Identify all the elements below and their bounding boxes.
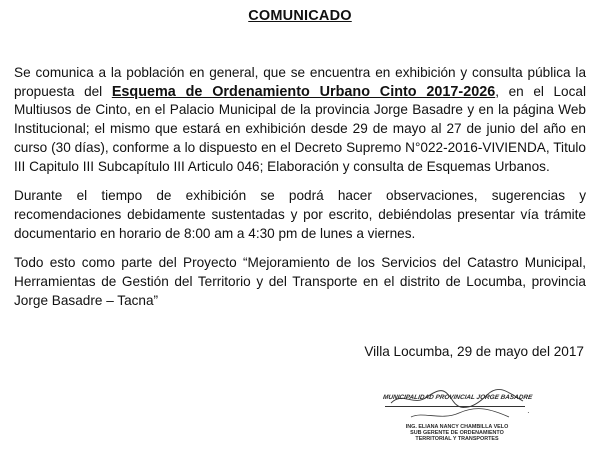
stamp-institution: MUNICIPALIDAD PROVINCIAL JORGE BASADRE bbox=[382, 394, 533, 401]
paragraph-observations: Durante el tiempo de exhibición se podrá hacer observaciones, sugerencias y recomendaciones debidamente sustentadas y por escrito, debiéndolas presentar vía trámite documentario en horario de 8:00 am a 4:30 pm de lunes a viernes. bbox=[14, 188, 586, 241]
signer-role-line2: TERRITORIAL Y TRANSPORTES bbox=[415, 436, 499, 443]
announcement-intro: Se comunica a la población en general, que se encuentra en exhibición y consulta pública la propuesta del bbox=[14, 65, 586, 99]
place-and-date: Villa Locumba, 29 de mayo del 2017 bbox=[364, 344, 584, 359]
stamp-signer bbox=[387, 424, 527, 443]
signature-stamp bbox=[383, 387, 533, 449]
signer-name: ING. ELIANA NANCY CHAMBILLA VELO bbox=[405, 424, 509, 430]
stamp-divider bbox=[385, 406, 525, 407]
plan-name: Esquema de Ordenamiento Urbano Cinto 2017-2026 bbox=[111, 83, 496, 100]
document-body bbox=[14, 64, 586, 310]
announcement-details: , en el Local Multiusos de Cinto, en el Palacio Municipal de la provincia Jorge Basadre y en la página Web Institucional; el mismo que estará en exhibición desde 29 de mayo al 27 de junio del año en curso (30 días), conforme a lo dispuesto en el Decreto Supremo N°022-2016-VIVIENDA, Titulo III Capitulo III Subcapítulo III Articulo 046; Elaboración y consulta de Esquemas Urbanos. bbox=[14, 83, 586, 174]
stamp-mark: · bbox=[527, 408, 530, 417]
document-title: COMUNICADO bbox=[248, 8, 352, 24]
signer-role-line1: SUB GERENTE DE ORDENAMIENTO bbox=[410, 430, 504, 437]
paragraph-project: Todo esto como parte del Proyecto “Mejoramiento de los Servicios del Catastro Municipal, Herramientas de Gestión del Territorio y del Transporte en el distrito de Locumba, provincia Jorge Basadre – Tacna” bbox=[14, 255, 586, 308]
paragraph-announcement bbox=[14, 64, 586, 176]
